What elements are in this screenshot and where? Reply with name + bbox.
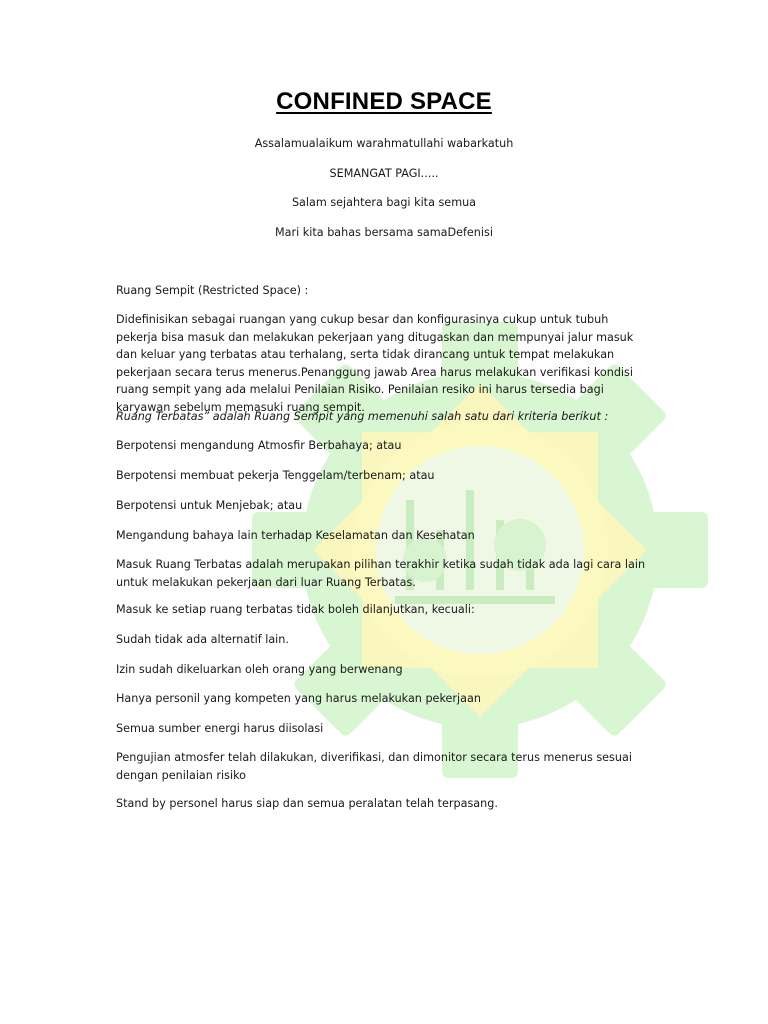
entry-conditions-intro: Masuk ke setiap ruang terbatas tidak boleh dilanjutkan, kecuali: [116,603,475,616]
condition-item: Semua sumber energi harus diisolasi [116,722,324,735]
condition-item: Sudah tidak ada alternatif lain. [116,633,289,646]
condition-item: Pengujian atmosfer telah dilakukan, diverifikasi, dan dimonitor secara terus menerus sesuai dengan penilaian risiko [116,751,632,782]
criteria-item: Berpotensi membuat pekerja Tenggelam/terbenam; atau [116,469,435,482]
page-title-text: CONFINED SPACE [276,88,492,115]
page-title [0,88,768,116]
section-heading-ruang-sempit: Ruang Sempit (Restricted Space) : [116,284,309,297]
condition-item: Izin sudah dikeluarkan oleh orang yang berwenang [116,663,403,676]
criteria-item: Berpotensi mengandung Atmosfir Berbahaya; atau [116,439,402,452]
entry-last-resort-paragraph: Masuk Ruang Terbatas adalah merupakan pilihan terakhir ketika sudah tidak ada lagi cara lain untuk melakukan pekerjaan dari luar Ruang Terbatas. [116,558,646,589]
criteria-intro: Ruang Terbatas” adalah Ruang Sempit yang memenuhi salah satu dari kriteria berikut : [116,410,609,423]
condition-item: Hanya personil yang kompeten yang harus melakukan pekerjaan [116,692,481,705]
criteria-item: Mengandung bahaya lain terhadap Keselamatan dan Kesehatan [116,529,475,542]
definition-paragraph: Didefinisikan sebagai ruangan yang cukup besar dan konfigurasinya cukup untuk tubuh pekerja bisa masuk dan melakukan pekerjaan yang ditugaskan dan mempunyai jalur masuk dan keluar yang terbatas atau terhalang, serta tidak dirancang untuk tempat melakukan pekerjaan secara terus menerus.Penanggung jawab Area harus melakukan verifikasi kondisi ruang sempit yang ada melalui Penilaian Risiko. Penilaian resiko ini harus tersedia bagi karyawan sebelum memasuki ruang sempit. [116,313,634,414]
condition-item: Stand by personel harus siap dan semua peralatan telah terpasang. [116,797,498,810]
criteria-item: Berpotensi untuk Menjebak; atau [116,499,303,512]
greeting-line: SEMANGAT PAGI..... [329,167,439,180]
greeting-line: Assalamualaikum warahmatullahi wabarkatuh [254,137,514,150]
greeting-line: Salam sejahtera bagi kita semua [291,196,477,209]
greeting-line: Mari kita bahas bersama samaDefenisi [275,226,493,239]
